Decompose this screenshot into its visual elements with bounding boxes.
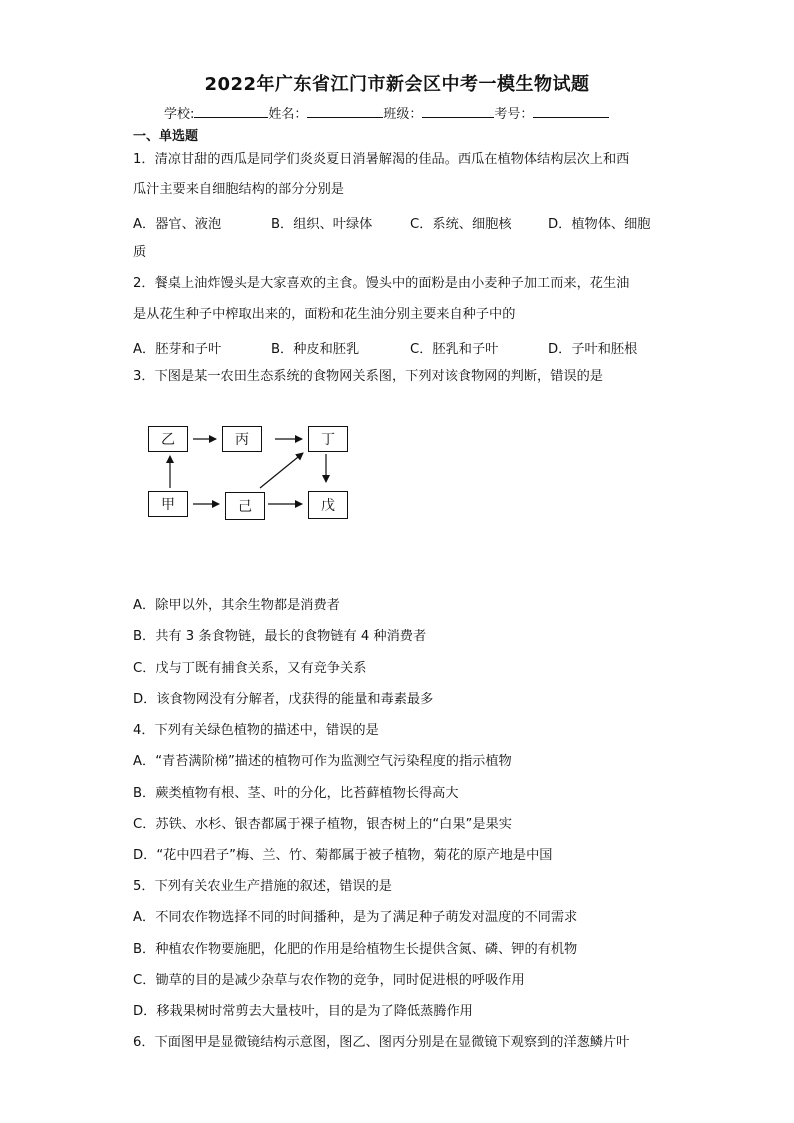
q4-option-b[interactable]: B．蕨类植物有根、茎、叶的分化，比苔藓植物长得高大 <box>133 786 459 801</box>
node-jia: 甲 <box>148 491 188 517</box>
q5-option-c[interactable]: C．锄草的目的是减少杂草与农作物的竞争，同时促进根的呼吸作用 <box>133 973 525 988</box>
q4-option-d[interactable]: D．“花中四君子”梅、兰、竹、菊都属于被子植物，菊花的原产地是中国 <box>133 848 553 863</box>
q3-option-a[interactable]: A．除甲以外，其余生物都是消费者 <box>133 598 340 613</box>
q4-stem: 4．下列有关绿色植物的描述中，错误的是 <box>133 723 379 738</box>
q1-stem-line2: 瓜汁主要来自细胞结构的部分分别是 <box>133 182 344 197</box>
q5-stem: 5．下列有关农业生产措施的叙述，错误的是 <box>133 879 392 894</box>
q1-option-a[interactable]: A．器官、液泡 <box>133 217 222 232</box>
number-label: 考号： <box>494 107 534 122</box>
arrow-ji-ding <box>260 453 303 488</box>
q2-stem-line1: 2．餐桌上油炸馒头是大家喜欢的主食。馒头中的面粉是由小麦种子加工而来，花生油 <box>133 276 630 291</box>
node-bing: 丙 <box>222 426 262 452</box>
q3-option-b[interactable]: B．共有 3 条食物链，最长的食物链有 4 种消费者 <box>133 629 427 644</box>
node-ji: 己 <box>225 492 265 520</box>
q3-stem: 3．下图是某一农田生态系统的食物网关系图，下列对该食物网的判断，错误的是 <box>133 369 603 384</box>
q6-stem: 6．下面图甲是显微镜结构示意图，图乙、图丙分别是在显微镜下观察到的洋葱鳞片叶 <box>133 1035 630 1050</box>
q4-option-c[interactable]: C．苏铁、水杉、银杏都属于裸子植物，银杏树上的“白果”是果实 <box>133 817 512 832</box>
class-label: 班级： <box>383 107 423 122</box>
q3-option-c[interactable]: C．戊与丁既有捕食关系，又有竞争关系 <box>133 661 367 676</box>
q5-option-a[interactable]: A．不同农作物选择不同的时间播种，是为了满足种子萌发对温度的不同需求 <box>133 910 578 925</box>
node-ding: 丁 <box>308 426 348 452</box>
q1-option-d-continued: 质 <box>133 245 147 260</box>
q3-option-d[interactable]: D．该食物网没有分解者，戊获得的能量和毒素最多 <box>133 692 434 707</box>
q1-option-b[interactable]: B．组织、叶绿体 <box>271 217 373 232</box>
q5-option-b[interactable]: B．种植农作物要施肥，化肥的作用是给植物生长提供含氮、磷、钾的有机物 <box>133 942 578 957</box>
q2-option-b[interactable]: B．种皮和胚乳 <box>271 342 360 357</box>
q1-option-c[interactable]: C．系统、细胞核 <box>410 217 512 232</box>
student-info-line <box>164 103 609 122</box>
q2-option-d[interactable]: D．子叶和胚根 <box>548 342 638 357</box>
node-yi: 乙 <box>148 426 188 452</box>
name-blank[interactable] <box>307 105 383 118</box>
page-title: 2022年广东省江门市新会区中考一模生物试题 <box>204 74 590 95</box>
name-label: 姓名： <box>268 107 308 122</box>
q2-option-a[interactable]: A．胚芽和子叶 <box>133 342 222 357</box>
section-heading: 一、单选题 <box>133 129 199 144</box>
q2-stem-line2: 是从花生种子中榨取出来的，面粉和花生油分别主要来自种子中的 <box>133 307 516 322</box>
school-label: 学校: <box>164 107 195 122</box>
class-blank[interactable] <box>422 105 494 118</box>
q2-option-c[interactable]: C．胚乳和子叶 <box>410 342 499 357</box>
q1-option-d[interactable]: D．植物体、细胞 <box>548 217 651 232</box>
food-web-diagram <box>140 418 360 528</box>
q4-option-a[interactable]: A．“青苔满阶梯”描述的植物可作为监测空气污染程度的指示植物 <box>133 754 512 769</box>
node-wu: 戊 <box>308 491 348 519</box>
q5-option-d[interactable]: D．移栽果树时常剪去大量枝叶，目的是为了降低蒸腾作用 <box>133 1004 473 1019</box>
school-blank[interactable] <box>194 105 268 118</box>
number-blank[interactable] <box>533 105 609 118</box>
q1-stem-line1: 1．清凉甘甜的西瓜是同学们炎炎夏日消暑解渴的佳品。西瓜在植物体结构层次上和西 <box>133 152 630 167</box>
